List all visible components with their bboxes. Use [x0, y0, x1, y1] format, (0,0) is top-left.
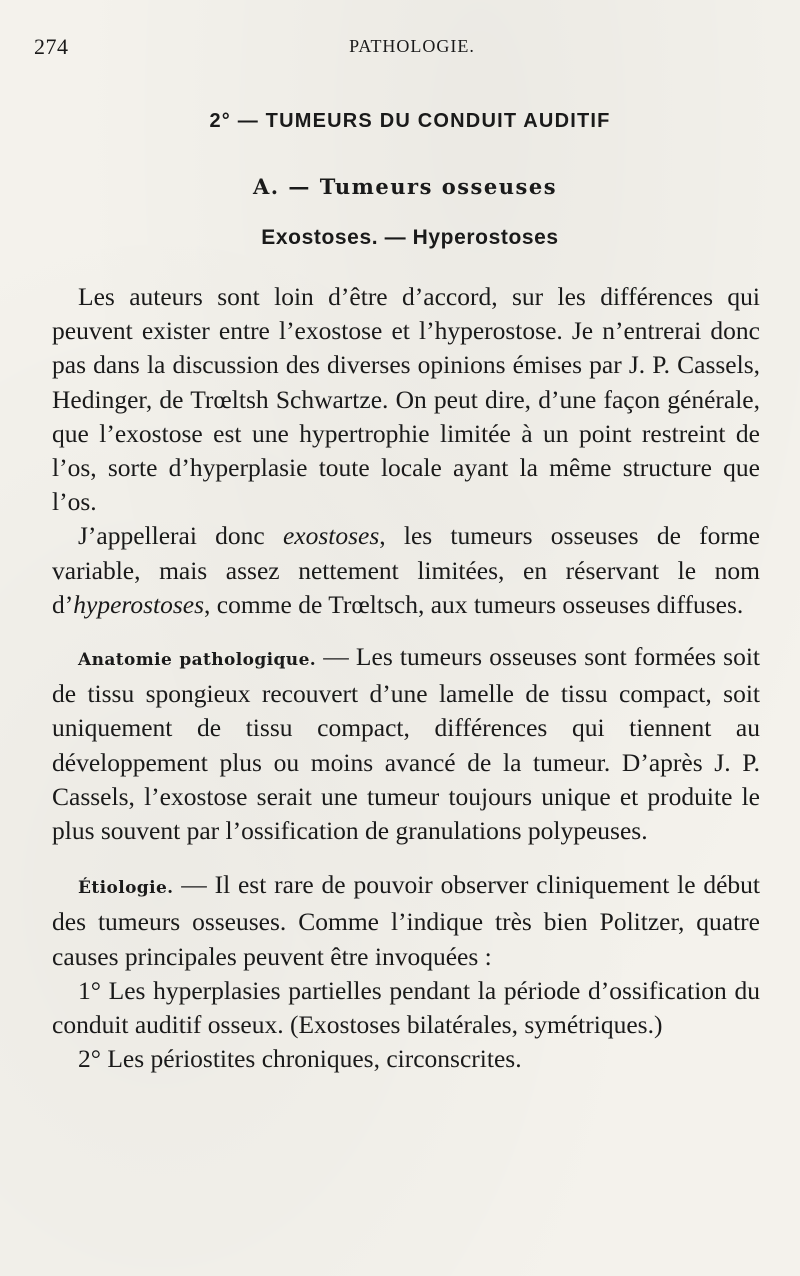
paragraph-terminology — [52, 519, 760, 622]
paragraph-anatomy — [52, 640, 760, 848]
terminology-text-start: J’appellerai donc — [78, 521, 283, 551]
terminology-text-middle: , les tumeurs osseuses de forme variable, mais assez nettement limitées, en réservant le nom d’ — [52, 521, 760, 619]
subsection-title: A. — Tumeurs osseuses — [252, 174, 558, 199]
etiology-heading: Étiologie. — [78, 878, 174, 899]
list-item-cause-1: 1° Les hyperplasies partielles pendant la période d’ossification du conduit auditif osseux. (Exostoses bilatérales, symétriques.) — [52, 975, 760, 1040]
sub-subsection-title: Exostoses. — Hyperostoses — [261, 226, 559, 249]
paragraph-etiology — [52, 868, 760, 974]
anatomy-heading: Anatomie pathologique. — [78, 650, 317, 671]
etiology-text: — Il est rare de pouvoir observer cliniquement le début des tumeurs osseuses. Comme l’indique très bien Politzer, quatre causes principales peuvent être invoquées : — [52, 870, 760, 971]
page-number: 274 — [34, 34, 69, 59]
paragraph-definition: Les auteurs sont loin d’être d’accord, sur les différences qui peuvent exister entre l’exostose et l’hyperostose. Je n’entrerai donc pas dans la discussion des diverses opinions émises par J. P. Cassels, Hedinger, de Trœltsh Schwartze. On peut dire, d’une façon générale, que l’exostose est une hypertrophie limitée à un point restreint de l’os, sorte d’hyperplasie toute locale ayant la même structure que l’os. — [52, 282, 760, 517]
section-title: 2° — TUMEURS DU CONDUIT AUDITIF — [209, 110, 611, 132]
anatomy-text: — Les tumeurs osseuses sont formées soit de tissu spongieux recouvert d’une lamelle de tissu compact, soit uniquement de tissu compact, différences qui tiennent au développement plus ou moins avancé de la tumeur. D’après J. P. Cassels, l’exostose serait une tumeur toujours unique et produite le plus souvent par l’ossification de granulations polypeuses. — [52, 642, 761, 846]
terminology-text-end: , comme de Trœltsch, aux tumeurs osseuses diffuses. — [204, 589, 744, 619]
running-head — [34, 32, 760, 62]
running-title: PATHOLOGIE. — [349, 36, 475, 56]
term-hyperostoses: hyperostoses — [73, 589, 205, 619]
body-text — [52, 280, 760, 1076]
list-item-cause-2: 2° Les périostites chroniques, circonscrites. — [78, 1044, 522, 1074]
term-exostoses: exostoses — [282, 521, 380, 551]
